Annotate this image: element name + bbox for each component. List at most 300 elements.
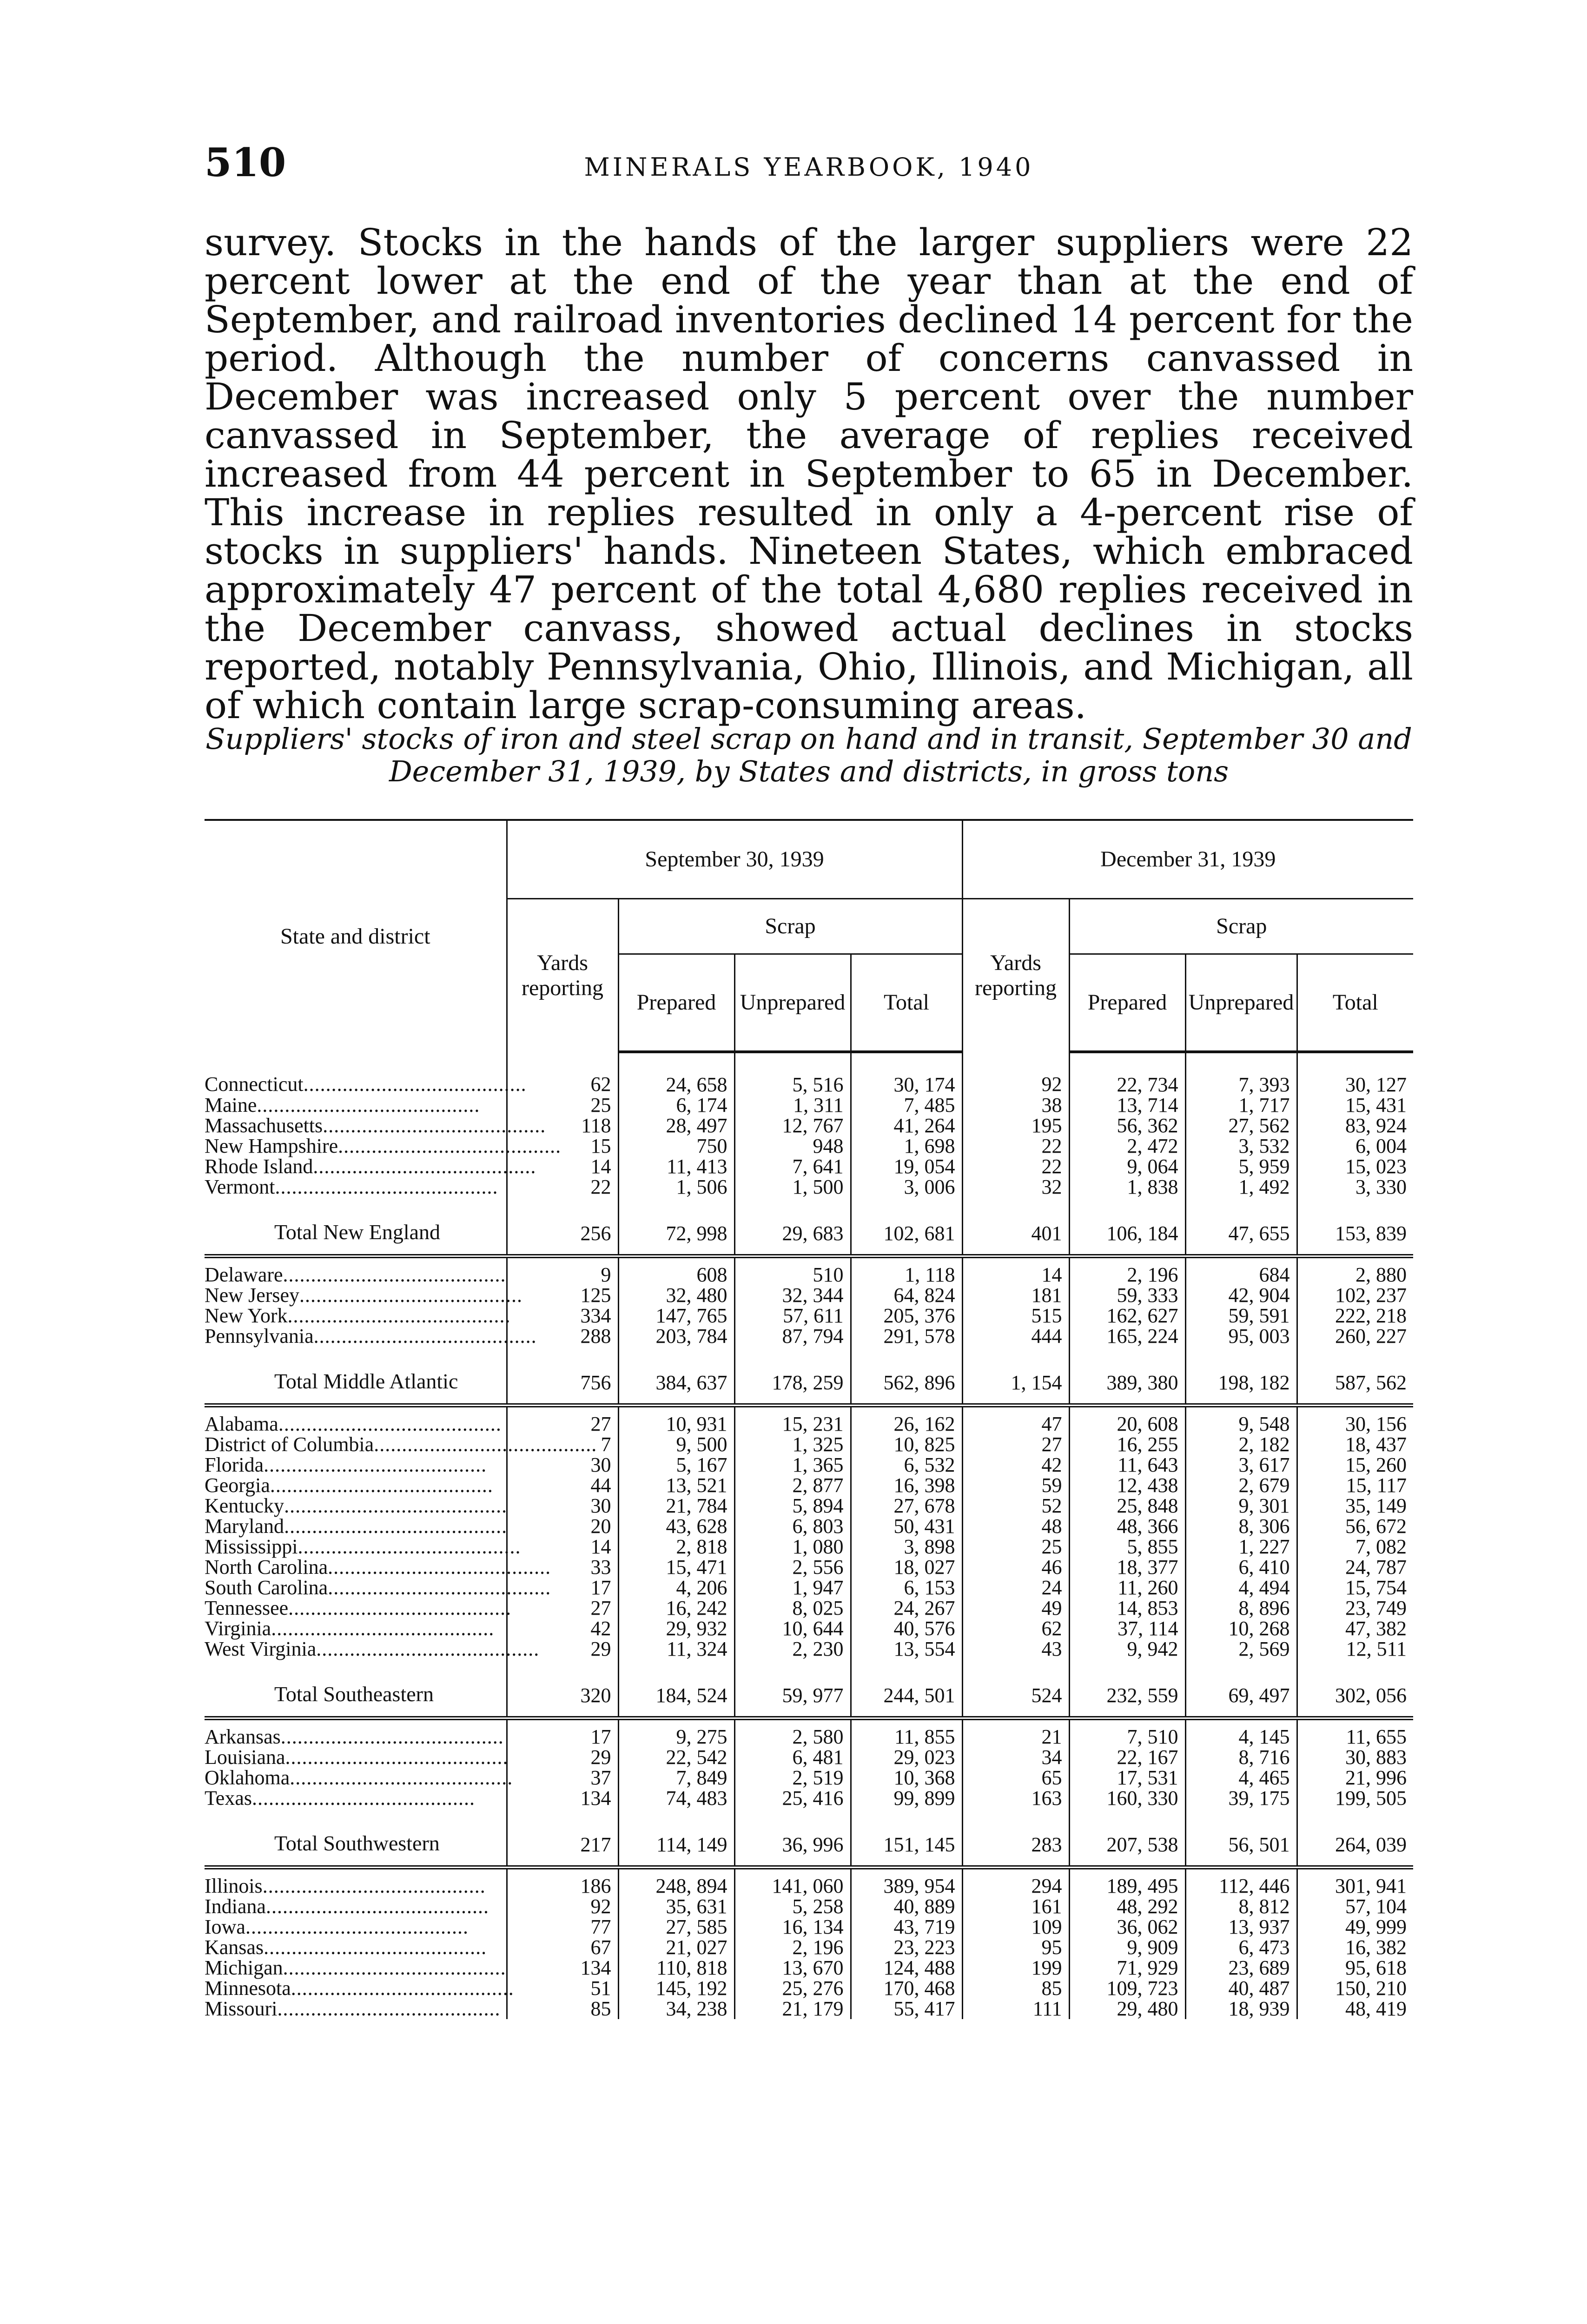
table-cell: 3, 532 — [1185, 1136, 1297, 1156]
table-cell: 16, 382 — [1297, 1937, 1413, 1958]
leader-dots: ........................................ — [262, 1875, 486, 1897]
table-cell: 46 — [962, 1557, 1069, 1578]
table-cell: 1, 080 — [734, 1537, 851, 1557]
table-cell: 109, 723 — [1069, 1978, 1185, 1999]
table-cell: 11, 855 — [851, 1718, 962, 1748]
row-label — [205, 1766, 513, 1789]
total-cell: 217 — [507, 1809, 618, 1868]
table-row — [205, 1136, 1413, 1156]
row-label-text: North Carolina — [205, 1556, 328, 1578]
total-row — [205, 1197, 1413, 1256]
row-label-text: Indiana — [205, 1895, 266, 1918]
total-cell: 36, 996 — [734, 1809, 851, 1868]
table-cell: 32, 344 — [734, 1285, 851, 1306]
table-cell: 59 — [962, 1475, 1069, 1496]
table-cell: 1, 227 — [1185, 1537, 1297, 1557]
leader-dots: ........................................ — [291, 1977, 514, 2000]
table-cell: 9, 909 — [1069, 1937, 1185, 1958]
table-cell: 40, 576 — [851, 1618, 962, 1639]
row-label-text: District of Columbia — [205, 1433, 374, 1456]
table-cell: 56, 362 — [1069, 1116, 1185, 1136]
total-cell: 232, 559 — [1069, 1659, 1185, 1718]
table-cell: 10, 825 — [851, 1434, 962, 1455]
table-row — [205, 1052, 1413, 1095]
table-cell: 62 — [507, 1052, 618, 1095]
col-header-scrap-dec: Scrap — [1069, 899, 1413, 954]
table-cell: 29 — [507, 1639, 618, 1659]
table-cell: 83, 924 — [1297, 1116, 1413, 1136]
table-cell: 8, 025 — [734, 1598, 851, 1618]
table-cell: 27, 585 — [618, 1917, 734, 1937]
body-paragraph: survey. Stocks in the hands of the larger suppliers were 22 percent lower at the end of the year than at the end of September, and railroad inventories declined 14 percent for the period. Although the number of concerns canvassed in December was increased only 5 percent over the number canvassed in September, the average of replies received increased from 44 percent in September to 65 in December. This increase in replies resulted in only a 4-percent rise of stocks in suppliers' hands. Nineteen States, which embraced approximately 47 percent of the total 4,680 replies received in the December canvass, showed actual declines in stocks reported, notably Pennsylvania, Ohio, Illinois, and Michigan, all of which contain large scrap-consuming areas. — [205, 221, 1413, 727]
leader-dots: ........................................ — [264, 1936, 487, 1959]
table-cell: 1, 947 — [734, 1578, 851, 1598]
table-cell: 13, 521 — [618, 1475, 734, 1496]
table-cell: 14 — [962, 1256, 1069, 1286]
table-row — [205, 1788, 1413, 1809]
table-cell: 7, 641 — [734, 1156, 851, 1177]
table-cell: 34 — [962, 1747, 1069, 1768]
total-cell: 69, 497 — [1185, 1659, 1297, 1718]
table-cell: 248, 894 — [618, 1868, 734, 1897]
table-cell: 39, 175 — [1185, 1788, 1297, 1809]
table-cell: 2, 679 — [1185, 1475, 1297, 1496]
table-cell: 77 — [507, 1917, 618, 1937]
table-cell: 7, 082 — [1297, 1537, 1413, 1557]
table-row — [205, 1095, 1413, 1116]
total-row — [205, 1809, 1413, 1868]
table-cell: 17, 531 — [1069, 1768, 1185, 1788]
table-cell: 301, 941 — [1297, 1868, 1413, 1897]
leader-dots: ........................................ — [290, 1766, 513, 1789]
table-cell: 30, 156 — [1297, 1406, 1413, 1435]
table-cell: 40, 889 — [851, 1896, 962, 1917]
table-cell: 3, 006 — [851, 1177, 962, 1197]
table-cell: 5, 959 — [1185, 1156, 1297, 1177]
table-cell: 25, 416 — [734, 1788, 851, 1809]
total-cell: 178, 259 — [734, 1347, 851, 1406]
table-cell: 515 — [962, 1306, 1069, 1326]
table-cell: 99, 899 — [851, 1788, 962, 1809]
table-cell: 1, 311 — [734, 1095, 851, 1116]
row-label — [205, 1455, 507, 1475]
table-cell: 20 — [507, 1516, 618, 1537]
leader-dots: ........................................ — [278, 1413, 502, 1435]
table-cell: 55, 417 — [851, 1999, 962, 2019]
table-cell: 444 — [962, 1326, 1069, 1347]
table-cell: 7, 849 — [618, 1768, 734, 1788]
table-cell: 6, 532 — [851, 1455, 962, 1475]
table-cell: 161 — [962, 1896, 1069, 1917]
table-cell: 199, 505 — [1297, 1788, 1413, 1809]
table-cell: 125 — [507, 1285, 618, 1306]
table-cell: 750 — [618, 1136, 734, 1156]
row-label — [205, 1788, 507, 1809]
row-label-text: Minnesota — [205, 1977, 291, 2000]
table-cell: 20, 608 — [1069, 1406, 1185, 1435]
table-cell: 30, 127 — [1297, 1052, 1413, 1095]
table-cell: 27, 562 — [1185, 1116, 1297, 1136]
table-cell: 23, 749 — [1297, 1598, 1413, 1618]
table-cell: 9, 301 — [1185, 1496, 1297, 1516]
table-cell: 2, 556 — [734, 1557, 851, 1578]
table-cell: 141, 060 — [734, 1868, 851, 1897]
total-cell: 562, 896 — [851, 1347, 962, 1406]
table-cell: 29, 932 — [618, 1618, 734, 1639]
row-label-text: New York — [205, 1304, 288, 1327]
col-header-total-sep: Total — [851, 954, 962, 1052]
table-cell: 17 — [507, 1578, 618, 1598]
table-row — [205, 1116, 1413, 1136]
row-label-text: Michigan — [205, 1956, 283, 1979]
table-cell: 95, 618 — [1297, 1958, 1413, 1978]
row-label-text: Maine — [205, 1094, 257, 1116]
table-cell: 16, 255 — [1069, 1434, 1185, 1455]
table-cell: 27 — [507, 1406, 618, 1435]
table-cell: 71, 929 — [1069, 1958, 1185, 1978]
table-cell: 47, 382 — [1297, 1618, 1413, 1639]
table-cell: 1, 500 — [734, 1177, 851, 1197]
table-cell: 186 — [507, 1868, 618, 1897]
table-cell: 5, 855 — [1069, 1537, 1185, 1557]
row-label-text: Kansas — [205, 1936, 264, 1959]
table-cell: 36, 062 — [1069, 1917, 1185, 1937]
row-label-text: Texas — [205, 1787, 252, 1809]
leader-dots: ........................................ — [316, 1637, 540, 1660]
row-label — [205, 1177, 507, 1197]
table-cell: 40, 487 — [1185, 1978, 1297, 1999]
table-cell: 134 — [507, 1958, 618, 1978]
table-cell: 95, 003 — [1185, 1326, 1297, 1347]
total-cell: 47, 655 — [1185, 1197, 1297, 1256]
table-cell: 35, 631 — [618, 1896, 734, 1917]
table-cell: 74, 483 — [618, 1788, 734, 1809]
row-label-text: Alabama — [205, 1413, 278, 1435]
table-cell: 6, 174 — [618, 1095, 734, 1116]
table-cell: 48, 419 — [1297, 1999, 1413, 2019]
total-cell: 524 — [962, 1659, 1069, 1718]
row-label — [205, 1256, 507, 1286]
leader-dots: ........................................ — [277, 1997, 501, 2020]
table-cell: 48 — [962, 1516, 1069, 1537]
table-cell: 32 — [962, 1177, 1069, 1197]
table-cell: 1, 838 — [1069, 1177, 1185, 1197]
table-cell: 32, 480 — [618, 1285, 734, 1306]
table-cell: 33 — [507, 1557, 618, 1578]
row-label — [205, 1284, 523, 1307]
leader-dots: ........................................ — [313, 1325, 537, 1347]
table-cell: 10, 268 — [1185, 1618, 1297, 1639]
table-cell: 608 — [618, 1256, 734, 1286]
table-cell: 18, 939 — [1185, 1999, 1297, 2019]
table-cell: 15 — [507, 1136, 618, 1156]
row-label-text: Virginia — [205, 1617, 271, 1640]
col-header-yards-dec: Yards reporting — [962, 899, 1069, 1052]
table-cell: 16, 398 — [851, 1475, 962, 1496]
table-cell: 288 — [507, 1326, 618, 1347]
page-header — [205, 139, 1413, 191]
row-label — [205, 1937, 507, 1958]
table-cell: 5, 258 — [734, 1896, 851, 1917]
table-cell: 6, 153 — [851, 1578, 962, 1598]
leader-dots: ........................................ — [275, 1175, 498, 1198]
row-label — [205, 1718, 507, 1748]
table-cell: 203, 784 — [618, 1326, 734, 1347]
leader-dots: ........................................ — [328, 1556, 551, 1578]
table-cell: 3, 898 — [851, 1537, 962, 1557]
table-cell: 9 — [507, 1256, 618, 1286]
table-cell: 1, 698 — [851, 1136, 962, 1156]
table-cell: 43, 719 — [851, 1917, 962, 1937]
row-label-text: Arkansas — [205, 1725, 281, 1748]
table-cell: 24, 658 — [618, 1052, 734, 1095]
table-cell: 102, 237 — [1297, 1285, 1413, 1306]
table-cell: 12, 767 — [734, 1116, 851, 1136]
leader-dots: ........................................ — [252, 1787, 475, 1809]
table-cell: 21, 027 — [618, 1937, 734, 1958]
table-row — [205, 1434, 1413, 1455]
leader-dots: ........................................ — [283, 1956, 506, 1979]
table-cell: 16, 242 — [618, 1598, 734, 1618]
row-label-text: South Carolina — [205, 1576, 328, 1599]
table-cell: 19, 054 — [851, 1156, 962, 1177]
table-cell: 57, 611 — [734, 1306, 851, 1326]
table-cell: 92 — [507, 1896, 618, 1917]
table-cell: 118 — [507, 1116, 618, 1136]
table-cell: 15, 117 — [1297, 1475, 1413, 1496]
table-cell: 1, 118 — [851, 1256, 962, 1286]
table-cell: 205, 376 — [851, 1306, 962, 1326]
table-cell: 1, 717 — [1185, 1095, 1297, 1116]
table-cell: 7, 485 — [851, 1095, 962, 1116]
table-cell: 15, 754 — [1297, 1578, 1413, 1598]
table-cell: 12, 438 — [1069, 1475, 1185, 1496]
row-label — [205, 1917, 507, 1937]
total-cell: 756 — [507, 1347, 618, 1406]
table-cell: 51 — [507, 1978, 618, 1999]
table-cell: 13, 670 — [734, 1958, 851, 1978]
total-row — [205, 1659, 1413, 1718]
table-cell: 44 — [507, 1475, 618, 1496]
table-cell: 11, 260 — [1069, 1578, 1185, 1598]
col-header-total-dec: Total — [1297, 954, 1413, 1052]
table-cell: 24, 787 — [1297, 1557, 1413, 1578]
leader-dots: ........................................ — [323, 1114, 546, 1137]
table-cell: 222, 218 — [1297, 1306, 1413, 1326]
total-row-label: Total New England — [274, 1220, 441, 1244]
table-cell: 10, 368 — [851, 1768, 962, 1788]
table-cell: 6, 473 — [1185, 1937, 1297, 1958]
table-cell: 15, 260 — [1297, 1455, 1413, 1475]
table-row — [205, 1747, 1413, 1768]
leader-dots: ........................................ — [338, 1135, 562, 1157]
col-header-prepared-dec: Prepared — [1069, 954, 1185, 1052]
row-label-text: Iowa — [205, 1915, 245, 1938]
row-label-text: New Hampshire — [205, 1135, 338, 1157]
table-cell: 22 — [962, 1156, 1069, 1177]
leader-dots: ........................................ — [303, 1072, 527, 1096]
table-cell: 9, 942 — [1069, 1639, 1185, 1659]
table-cell: 27 — [962, 1434, 1069, 1455]
row-label — [205, 1496, 507, 1516]
total-row-label: Total Southeastern — [274, 1682, 434, 1706]
row-label-text: Pennsylvania — [205, 1325, 314, 1347]
total-row-label: Total Middle Atlantic — [274, 1369, 458, 1393]
table-row — [205, 1537, 1413, 1557]
table-cell: 14, 853 — [1069, 1598, 1185, 1618]
table-cell: 27 — [507, 1598, 618, 1618]
leader-dots: ........................................ — [299, 1284, 523, 1307]
table-cell: 334 — [507, 1306, 618, 1326]
table-row — [205, 1768, 1413, 1788]
table-cell: 42, 904 — [1185, 1285, 1297, 1306]
col-header-unprepared-dec: Unprepared — [1185, 954, 1297, 1052]
row-label-text: Rhode Island — [205, 1155, 313, 1178]
table-cell: 10, 931 — [618, 1406, 734, 1435]
table-row — [205, 1475, 1413, 1496]
table-row — [205, 1156, 1413, 1177]
table-cell: 11, 413 — [618, 1156, 734, 1177]
row-label — [205, 1868, 507, 1897]
row-label-text: Illinois — [205, 1875, 263, 1897]
table-cell: 24, 267 — [851, 1598, 962, 1618]
row-label — [205, 1618, 507, 1639]
table-cell: 34, 238 — [618, 1999, 734, 2019]
row-label-text: Oklahoma — [205, 1766, 290, 1789]
leader-dots: ........................................ — [245, 1915, 469, 1938]
total-cell: 102, 681 — [851, 1197, 962, 1256]
col-header-yards-sep: Yards reporting — [507, 899, 618, 1052]
row-label-text: Maryland — [205, 1515, 284, 1538]
table-cell: 21 — [962, 1718, 1069, 1748]
table-cell: 124, 488 — [851, 1958, 962, 1978]
table-cell: 37, 114 — [1069, 1618, 1185, 1639]
table-cell: 2, 472 — [1069, 1136, 1185, 1156]
table-cell: 6, 803 — [734, 1516, 851, 1537]
table-cell: 14 — [507, 1537, 618, 1557]
table-cell: 21, 996 — [1297, 1768, 1413, 1788]
table-cell: 29, 023 — [851, 1747, 962, 1768]
table-cell: 38 — [962, 1095, 1069, 1116]
table-cell: 87, 794 — [734, 1326, 851, 1347]
table-cell: 181 — [962, 1285, 1069, 1306]
table-cell: 163 — [962, 1788, 1069, 1809]
table-cell: 165, 224 — [1069, 1326, 1185, 1347]
total-cell: 72, 998 — [618, 1197, 734, 1256]
table-caption — [205, 723, 1413, 788]
table-cell: 30, 174 — [851, 1052, 962, 1095]
table-cell: 170, 468 — [851, 1978, 962, 1999]
total-cell: 256 — [507, 1197, 618, 1256]
table-cell: 8, 812 — [1185, 1896, 1297, 1917]
table-cell: 13, 937 — [1185, 1917, 1297, 1937]
table-row — [205, 1496, 1413, 1516]
table-cell: 4, 494 — [1185, 1578, 1297, 1598]
table-row — [205, 1326, 1413, 1347]
table-cell: 25, 848 — [1069, 1496, 1185, 1516]
caption-line-1: Suppliers' stocks of iron and steel scrap on hand and in transit, September 30 and — [205, 722, 1412, 756]
table-cell: 948 — [734, 1136, 851, 1156]
row-label — [205, 1576, 551, 1599]
table-cell: 21, 784 — [618, 1496, 734, 1516]
table-cell: 23, 223 — [851, 1937, 962, 1958]
table-cell: 59, 333 — [1069, 1285, 1185, 1306]
table-cell: 291, 578 — [851, 1326, 962, 1347]
row-label-text: Massachusetts — [205, 1114, 323, 1137]
table-cell: 2, 880 — [1297, 1256, 1413, 1286]
table-cell: 2, 569 — [1185, 1639, 1297, 1659]
table-cell: 15, 023 — [1297, 1156, 1413, 1177]
total-cell: 587, 562 — [1297, 1347, 1413, 1406]
table-cell: 27, 678 — [851, 1496, 962, 1516]
table-cell: 18, 437 — [1297, 1434, 1413, 1455]
table-cell: 48, 366 — [1069, 1516, 1185, 1537]
table-cell: 10, 644 — [734, 1618, 851, 1639]
table-cell: 11, 324 — [618, 1639, 734, 1659]
table-cell: 23, 689 — [1185, 1958, 1297, 1978]
table-cell: 25, 276 — [734, 1978, 851, 1999]
table-cell: 9, 548 — [1185, 1406, 1297, 1435]
table-cell: 28, 497 — [618, 1116, 734, 1136]
table-body — [205, 1052, 1413, 2019]
table-cell: 1, 325 — [734, 1434, 851, 1455]
table-cell: 25 — [507, 1095, 618, 1116]
row-label-text: Louisiana — [205, 1746, 285, 1769]
table-cell: 2, 196 — [1069, 1256, 1185, 1286]
table-cell: 13, 554 — [851, 1639, 962, 1659]
total-cell: 59, 977 — [734, 1659, 851, 1718]
total-cell: 244, 501 — [851, 1659, 962, 1718]
row-label — [205, 1052, 527, 1096]
table-row — [205, 1978, 1413, 1999]
table-cell: 260, 227 — [1297, 1326, 1413, 1347]
table-cell: 22, 167 — [1069, 1747, 1185, 1768]
table-cell: 2, 196 — [734, 1937, 851, 1958]
col-header-period-sep: September 30, 1939 — [507, 820, 962, 899]
leader-dots: ........................................ — [265, 1895, 489, 1918]
table-cell: 7, 510 — [1069, 1718, 1185, 1748]
total-cell: 207, 538 — [1069, 1809, 1185, 1868]
table-cell: 92 — [962, 1052, 1069, 1095]
table-cell: 30 — [507, 1496, 618, 1516]
table-cell: 26, 162 — [851, 1406, 962, 1435]
table-cell: 7, 393 — [1185, 1052, 1297, 1095]
leader-dots: ........................................ — [328, 1576, 551, 1599]
table-row — [205, 1896, 1413, 1917]
row-label-text: Florida — [205, 1453, 264, 1476]
table-cell: 189, 495 — [1069, 1868, 1185, 1897]
table-cell: 111 — [962, 1999, 1069, 2019]
table-cell: 3, 617 — [1185, 1455, 1297, 1475]
table-row — [205, 1285, 1413, 1306]
table-cell: 18, 027 — [851, 1557, 962, 1578]
table-cell: 5, 894 — [734, 1496, 851, 1516]
total-cell: 106, 184 — [1069, 1197, 1185, 1256]
col-header-unprepared-sep: Unprepared — [734, 954, 851, 1052]
total-cell: 283 — [962, 1809, 1069, 1868]
table-cell: 9, 275 — [618, 1718, 734, 1748]
table-cell: 9, 064 — [1069, 1156, 1185, 1177]
scrap-stocks-table — [205, 819, 1413, 2019]
table-row — [205, 1306, 1413, 1326]
row-label-text: Kentucky — [205, 1494, 284, 1517]
row-label — [205, 1155, 536, 1178]
row-label — [205, 1896, 507, 1917]
row-label — [205, 1958, 507, 1978]
table-row — [205, 1598, 1413, 1618]
leader-dots: ........................................ — [257, 1094, 480, 1116]
row-label — [205, 1433, 597, 1456]
